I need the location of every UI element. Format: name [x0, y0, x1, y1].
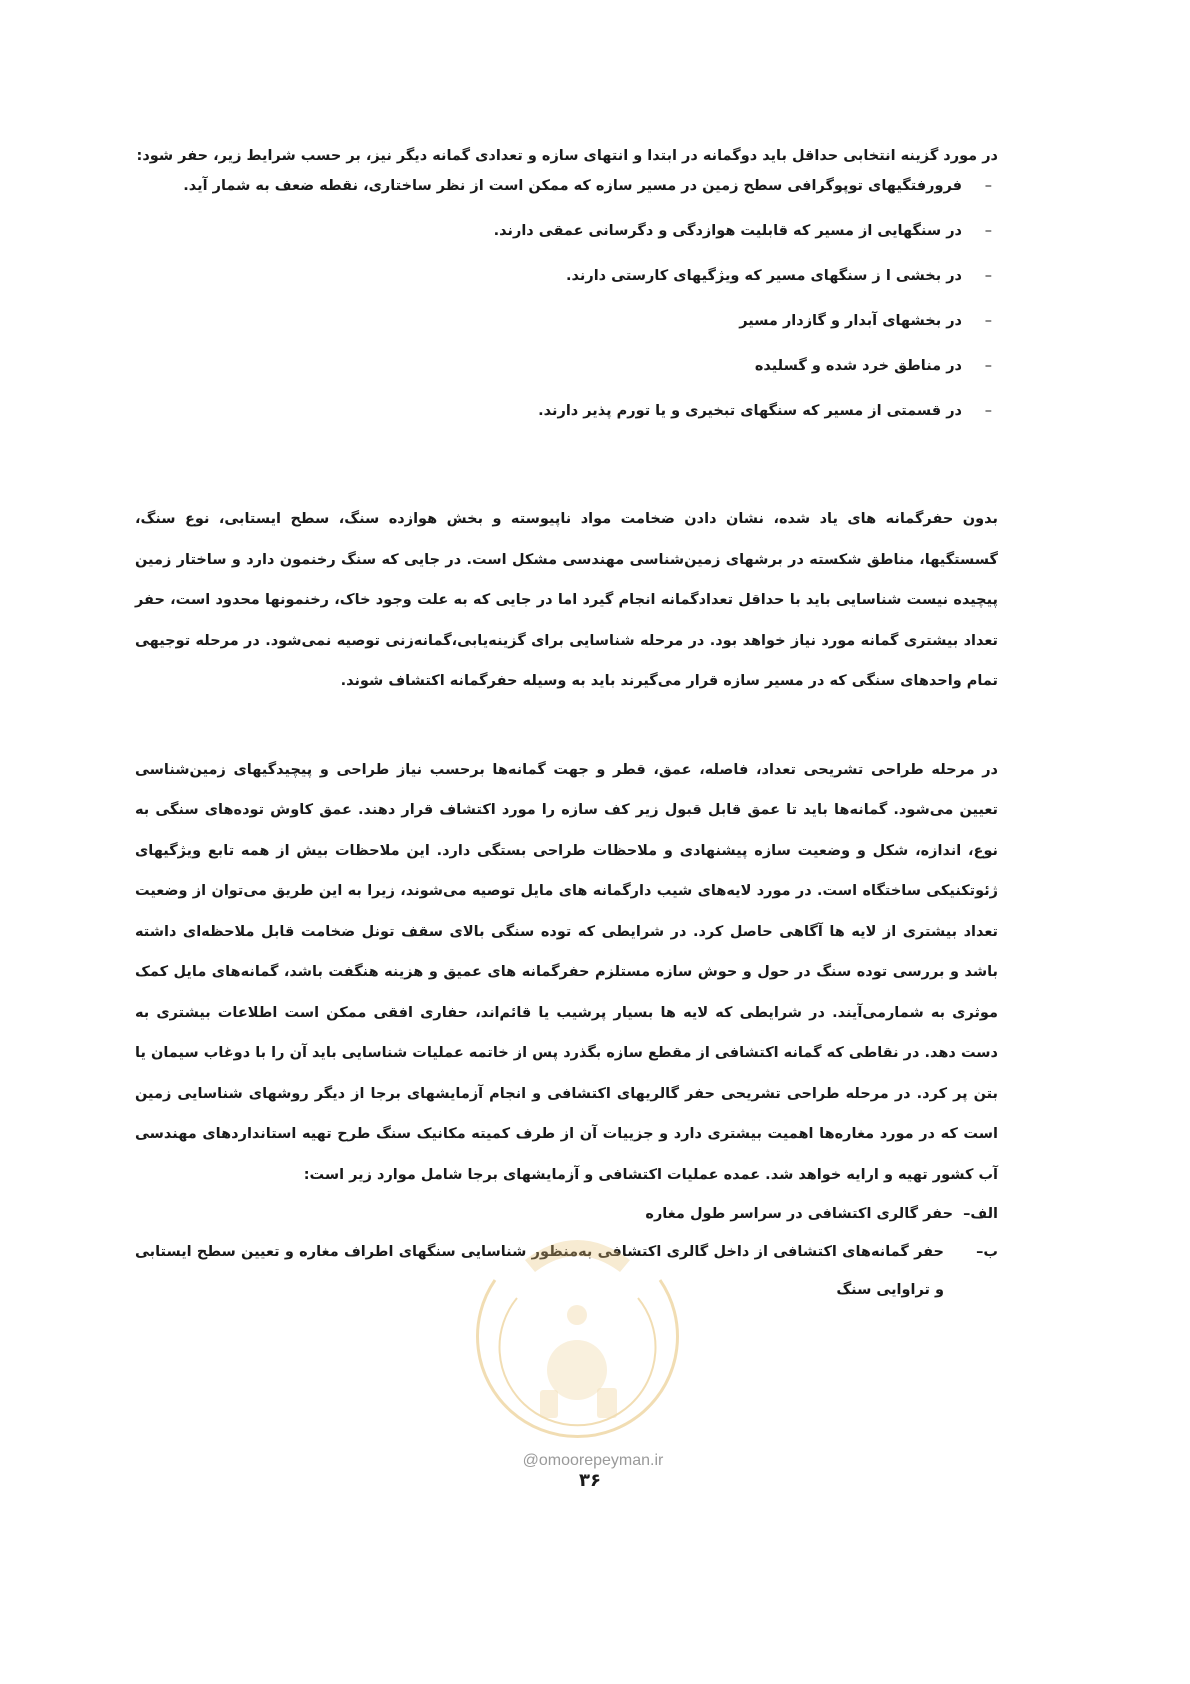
watermark-url: @omoorepeyman.ir: [522, 1452, 664, 1469]
condition-list: [135, 171, 998, 426]
page-content: [135, 142, 998, 1309]
dash-marker: –: [984, 178, 992, 194]
list-item-text: در بخشهای آبدار و گازدار مسیر: [739, 313, 962, 329]
list-item-text: در مناطق خرد شده و گسلیده: [754, 358, 962, 374]
list-item: [135, 306, 992, 336]
item-text: حفر گمانه‌های اکتشافی از داخل گالری اکتشافی به‌منظور شناسایی سنگهای اطراف مغاره و تعیین سطح ایستابی و تراوایی سنگ: [135, 1244, 944, 1298]
list-item-text: در بخشی ا ز سنگهای مسیر که ویژگیهای کارستی دارند.: [566, 268, 962, 284]
watermark-building: [597, 1388, 617, 1418]
dash-marker: –: [984, 268, 992, 284]
watermark-inner-arc: [500, 1298, 656, 1425]
lettered-item-alef: [135, 1195, 998, 1233]
boreholes-paragraph: بدون حفرگمانه های یاد شده، نشان دادن ضخامت مواد ناپیوسته و بخش هوازده سنگ، سطح ایستابی، نوع سنگ، گسستگیها، مناطق شکسته در برشهای زمین‌شناسی مهندسی مشکل است. در جایی که سنگ رخنمون دارد و ساختار زمین پیچیده نیست شناسایی باید با حداقل تعدادگمانه انجام گیرد اما در جایی که به علت وجود خاک، رخنمونها محدود است، حفر تعداد بیشتری گمانه مورد نیاز خواهد بود. در مرحله شناسایی برای گزینه‌یابی،گمانه‌زنی توصیه نمی‌شود. در مرحله توجیهی تمام واحدهای سنگی که در مسیر سازه قرار می‌گیرند باید به وسیله حفرگمانه اکتشاف شوند.: [135, 511, 998, 689]
list-item: [135, 351, 992, 381]
watermark-building: [540, 1390, 558, 1418]
item-text: حفر گالری اکتشافی در سراسر طول مغاره: [645, 1206, 954, 1222]
list-item: [135, 261, 992, 291]
paragraph-spacer: [135, 702, 998, 750]
paragraph-spacer: [135, 441, 998, 499]
watermark-gear: [547, 1340, 607, 1400]
dash-marker: –: [984, 403, 992, 419]
intro-paragraph: در مورد گزینه انتخابی حداقل باید دوگمانه در ابتدا و انتهای سازه و تعدادی گمانه دیگر نیز، بر حسب شرایط زیر، حفر شود:: [136, 148, 998, 164]
lettered-item-be: [135, 1233, 998, 1309]
list-item: [135, 396, 992, 426]
dash-marker: –: [984, 358, 992, 374]
list-item-text: فرورفتگیهای توپوگرافی سطح زمین در مسیر سازه که ممکن است از نظر ساختاری، نقطه ضعف به شمار آید.: [183, 178, 962, 194]
list-item-text: در قسمتی از مسیر که سنگهای تبخیری و یا تورم پذیر دارند.: [538, 403, 962, 419]
dash-marker: –: [984, 223, 992, 239]
item-label: الف–: [963, 1206, 998, 1222]
list-item: [135, 216, 992, 246]
item-label: ب–: [976, 1244, 998, 1260]
page-number: ۳۶: [579, 1470, 601, 1491]
list-item-text: در سنگهایی از مسیر که قابلیت هوازدگی و دگرسانی عمقی دارند.: [493, 223, 962, 239]
detailed-design-paragraph: در مرحله طراحی تشریحی تعداد، فاصله، عمق، قطر و جهت گمانه‌ها برحسب نیاز طراحی و پیچیدگیهای زمین‌شناسی تعیین می‌شود. گمانه‌ها باید تا عمق قابل قبول زیر کف سازه را مورد اکتشاف قرار دهند. عمق کاوش توده‌های سنگی به نوع، اندازه، شکل و وضعیت سازه پیشنهادی و ملاحظات طراحی بستگی دارد. این ملاحظات بیش از همه تابع ویژگیهای ژئوتکنیکی ساختگاه است. در مورد لایه‌های شیب دارگمانه های مایل توصیه می‌شوند، زیرا به این طریق می‌توان از وضعیت تعداد بیشتری از لایه ها آگاهی حاصل کرد. در شرایطی که توده سنگی بالای سقف تونل ضخامت قابل ملاحظه‌ای داشته باشد و بررسی توده سنگ در حول و حوش سازه مستلزم حفرگمانه های عمیق و هزینه هنگفت باشد، گمانه‌های مایل کمک موثری به شمارمی‌آیند. در شرایطی که لایه ها بسیار پرشیب یا قائم‌اند، حفاری افقی ممکن است اطلاعات بیشتری به دست دهد. در نقاطی که گمانه اکتشافی از مقطع سازه بگذرد پس از خاتمه عملیات شناسایی باید آن را با دوغاب سیمان یا بتن پر کرد. در مرحله طراحی تشریحی حفر گالریهای اکتشافی و انجام آزمایشهای برجا از دیگر روشهای شناسایی زمین است که در مورد مغاره‌ها اهمیت بیشتری دارد و جزییات آن از طرف کمیته مکانیک سنگ طرح تهیه استانداردهای مهندسی آب کشور تهیه و ارایه خواهد شد. عمده عملیات اکتشافی و آزمایشهای برجا شامل موارد زیر است:: [135, 761, 998, 1183]
list-item: [135, 171, 992, 201]
dash-marker: –: [984, 313, 992, 329]
